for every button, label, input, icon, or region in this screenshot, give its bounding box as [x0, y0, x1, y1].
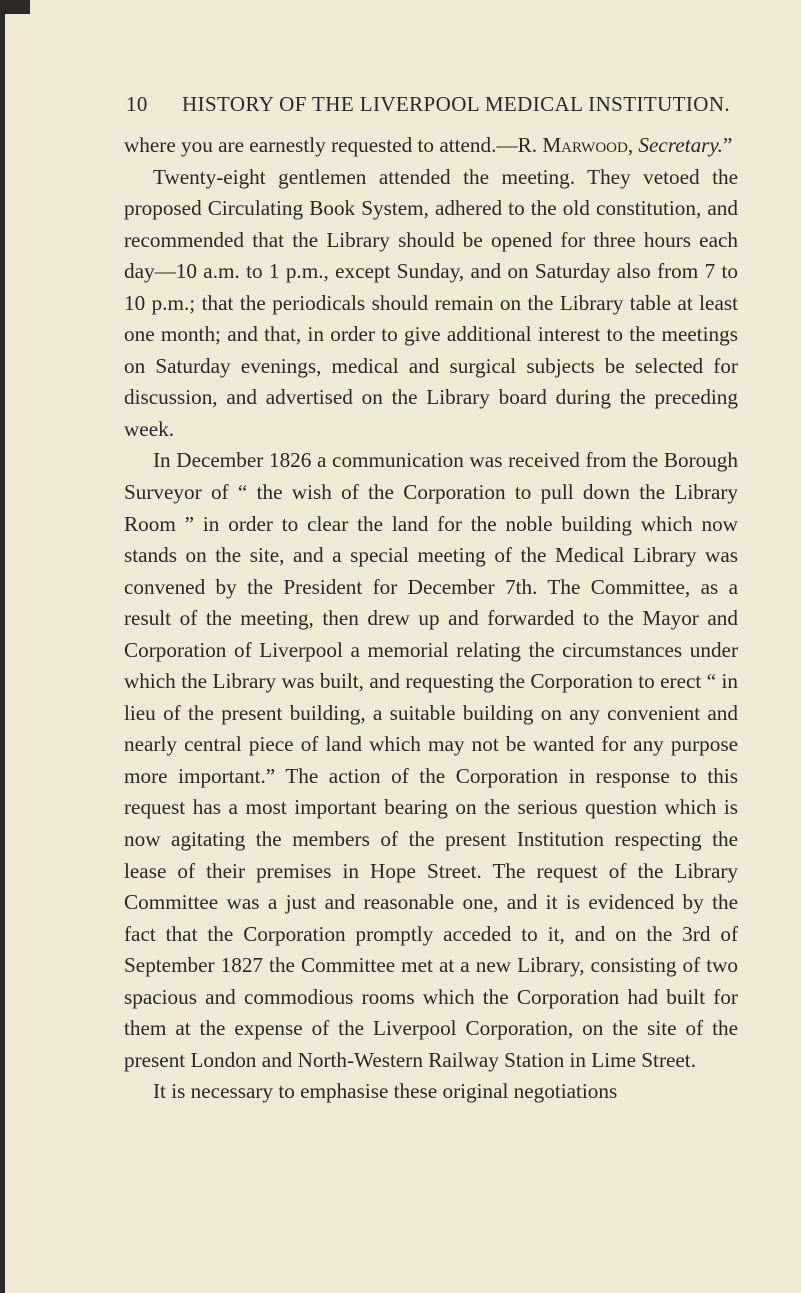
signature-title: Secretary. — [638, 133, 723, 157]
page-corner-shadow — [0, 0, 30, 14]
page-edge-shadow — [0, 0, 5, 1293]
paragraph-4: It is necessary to emphasise these original negotiations — [153, 1079, 618, 1104]
page-number: 10 — [126, 92, 148, 116]
running-header — [126, 92, 731, 117]
signature-name: Marwood, — [542, 133, 634, 157]
body-text — [124, 130, 738, 1108]
paragraph-3: In December 1826 a communication was received from the Borough Surveyor of “ the wish of the Corporation to pull down the Library Room ” in order to clear the land for the noble building which now stands on the site, and a special meeting of the Medical Library was convened by the President for December 7th. The Committee, as a result of the meeting, then drew up and forwarded to the Mayor and Corporation of Liverpool a memorial relating the circumstances under which the Library was built, and requesting the Corporation to erect “ in lieu of the present building, a suitable building on any convenient and nearly central piece of land which may not be wanted for any purpose more important.” The action of the Corporation in response to this request has a most important bearing on the serious question which is now agitating the members of the present Institution respecting the lease of their premises in Hope Street. The request of the Library Committee was a just and reasonable one, and it is evidenced by the fact that the Corporation promptly acceded to it, and on the 3rd of September 1827 the Committee met at a new Library, consisting of two spacious and commodious rooms which the Corporation had built for them at the expense of the Liverpool Corporation, on the site of the present London and North-Western Railway Station in Lime Street. — [124, 448, 738, 1072]
paragraph-2: Twenty-eight gentlemen attended the meeting. They vetoed the proposed Circulating Book System, adhered to the old constitution, and recommended that the Library should be opened for three hours each day—10 a.m. to 1 p.m., except Sunday, and on Saturday also from 7 to 10 p.m.; that the periodicals should remain on the Library table at least one month; and that, in order to give additional interest to the meetings on Saturday evenings, medical and surgical subjects be selected for discussion, and advertised on the Library board during the preceding week. — [124, 164, 738, 441]
running-title: HISTORY OF THE LIVERPOOL MEDICAL INSTITUTION. — [182, 92, 731, 116]
paragraph-1-text: where you are earnestly requested to attend.—R. — [124, 133, 543, 157]
paragraph-1 — [124, 130, 738, 162]
closing-quote: ” — [722, 133, 733, 157]
